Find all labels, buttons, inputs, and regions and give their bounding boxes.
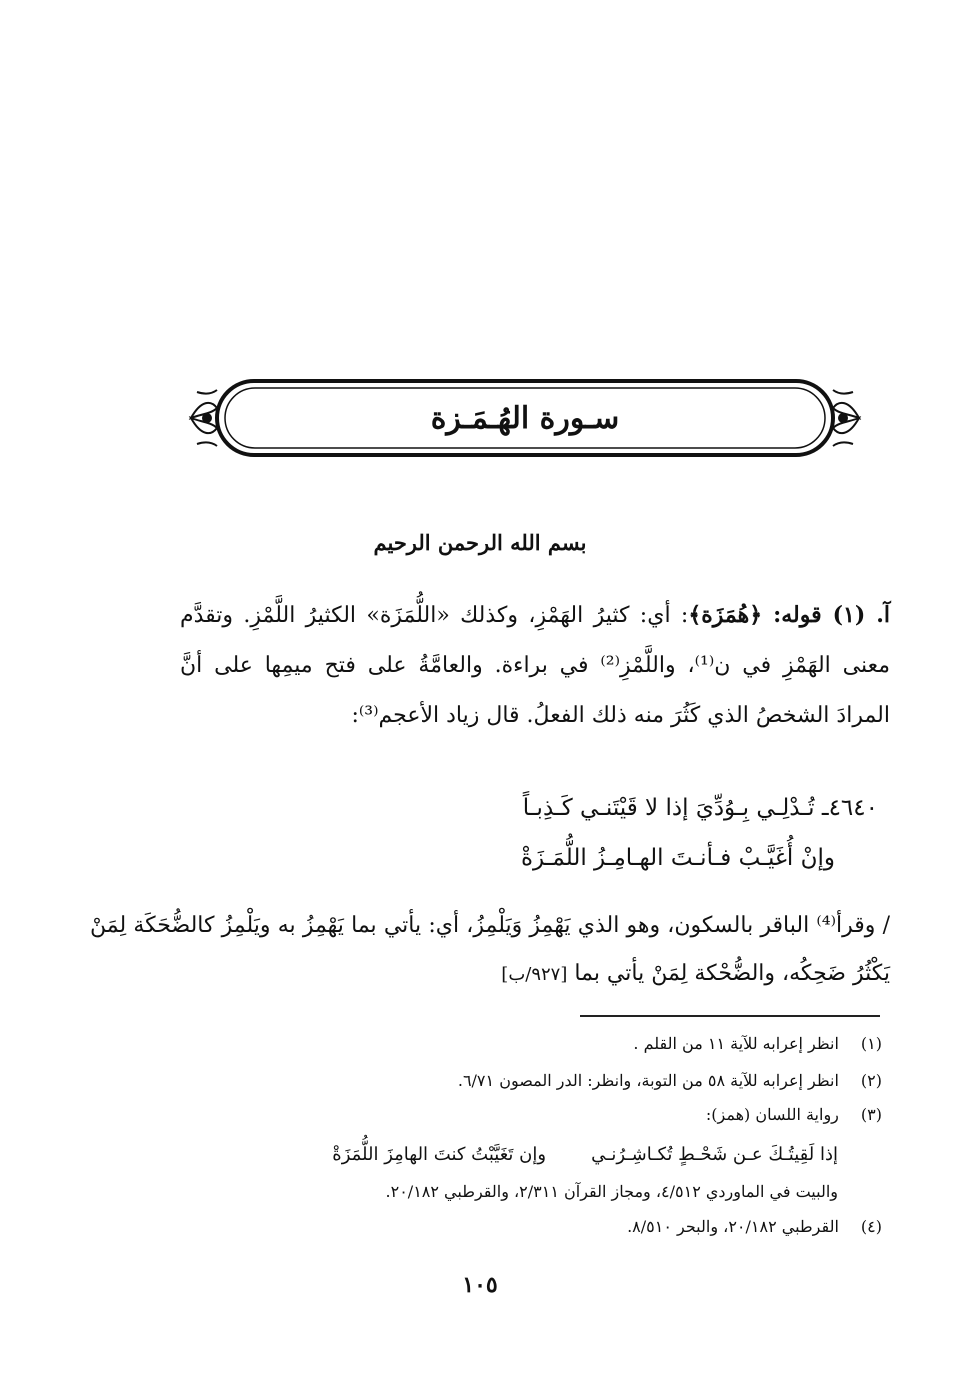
poetry-verse-first-hemistich: ٤٦٤٠ـ تُـدْلِـي بِـوُدِّيَ إذا لا قَيْتَنـي كَـذِبـاً — [522, 795, 878, 821]
surah-title: سـورة الهُـمَـزة — [430, 400, 620, 436]
verse-reference: آ. (١) قوله: ﴿هُمَزَة﴾ — [688, 602, 891, 628]
surah-title-banner — [187, 378, 863, 458]
footnote-text: القرطبي ٢٠/١٨٢، والبحر ٨/٥١٠. — [627, 1217, 839, 1236]
footnote-2 — [122, 1071, 882, 1090]
footnote-number: (١) — [860, 1034, 882, 1053]
commentary-paragraph-2 — [90, 902, 890, 999]
footnote-number: (٢) — [860, 1071, 882, 1090]
footnote-text: رواية اللسان (همز): — [705, 1105, 839, 1124]
footnote-1 — [122, 1034, 882, 1053]
footnote-text: انظر إعرابه للآية ٥٨ من التوبة، وانظر: الدر المصون ٦/٧١. — [457, 1071, 839, 1090]
page-number: ١٠٥ — [462, 1272, 498, 1298]
poetry-verse-second-hemistich: وإنْ أُغَيَّـبْ فـأنـتَ الهـامِـزُ اللُّمَـزَةْ — [520, 845, 835, 871]
footnote-3-verse — [138, 1144, 838, 1165]
footnote-divider — [580, 1015, 880, 1017]
footnote-verse-second-half: وإن تَغَيَّبْتُ كنتَ الهامِزَ اللُّمَزَةْ — [332, 1144, 547, 1165]
manuscript-margin-reference: [٩٢٧/ب] — [501, 964, 568, 985]
paragraph-text: / وقرأ⁽⁴⁾ الباقر بالسكون، وهو الذي يَهْمِزُ وَيَلْمِزُ، أي: يأتي بما يَهْمِزُ به ويَلْمِزُ كالضُّحَكَة لِمَنْ يَكْثُرُ ضَحِكُه، والضُّحْكة لِمَنْ يأتي بما — [90, 913, 891, 986]
footnote-number: (٣) — [860, 1105, 882, 1124]
footnote-number: (٤) — [860, 1217, 882, 1236]
footnote-4 — [122, 1217, 882, 1236]
footnote-text: انظر إعرابه للآية ١١ من القلم . — [633, 1034, 839, 1053]
basmala: بسم الله الرحمن الرحيم — [373, 530, 587, 555]
footnote-verse-first-half: إذا لَقِيتُـكَ عـن شَحْـطٍ تُكـاشِـرُنـي — [591, 1144, 838, 1165]
paragraph-text: : أي: كثيرُ الهَمْزِ، وكذلك «اللُّمَزَة» الكثيرُ اللَّمْزِ. وتقدَّم معنى الهَمْزِ في ن⁽¹⁾، واللَّمْزِ⁽²⁾ في براءة. والعامَّةُ على فتح ميمِها على أنَّ المرادَ الشخصُ الذي كَثُرَ منه ذلك الفعلُ. قال زياد الأعجم⁽³⁾: — [180, 603, 890, 728]
commentary-paragraph-1 — [180, 590, 890, 741]
footnote-3-source: والبيت في الماوردي ٤/٥١٢، ومجاز القرآن ٢/٣١١، والقرطبي ٢٠/١٨٢. — [385, 1182, 838, 1201]
footnote-3 — [122, 1105, 882, 1124]
